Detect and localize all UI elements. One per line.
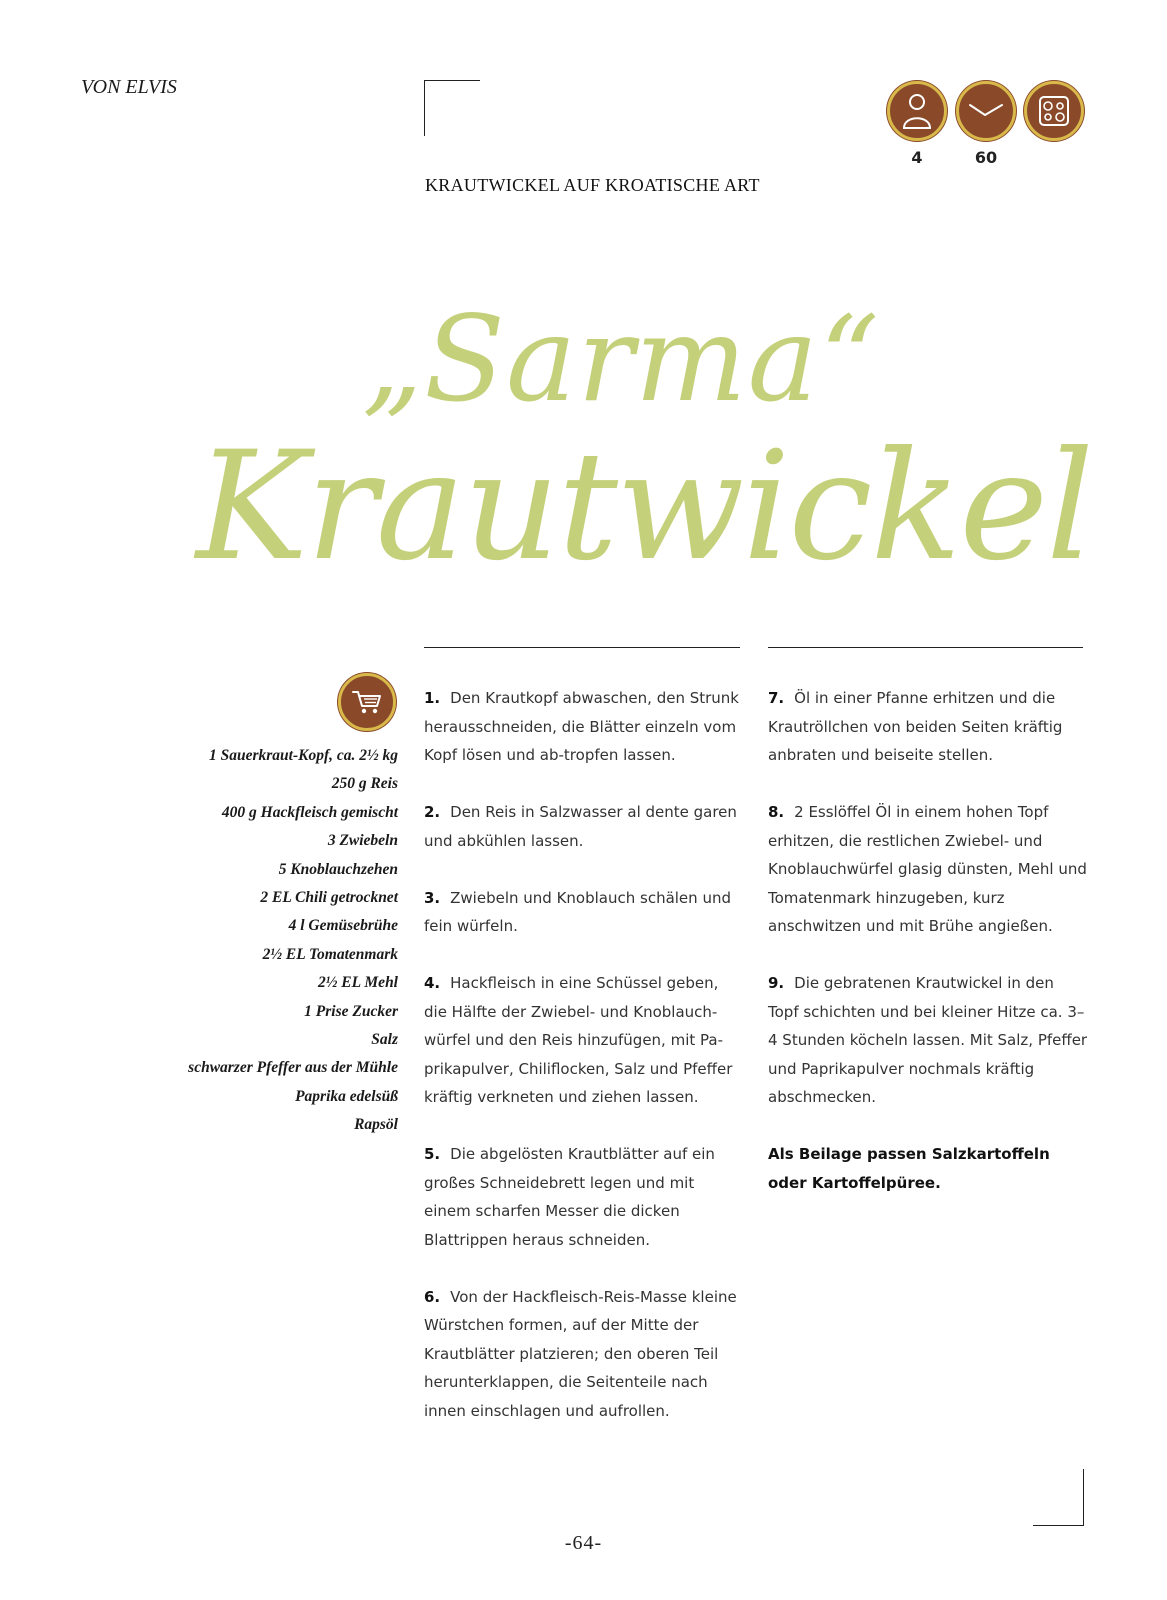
step-5: 5. Die abgelösten Krautblätter auf ein großes Schneidebrett legen und mit einem scharfen Messer die dicken Blattrippen heraus schneiden.: [424, 1145, 715, 1249]
shopping-cart-icon: [351, 688, 383, 716]
steps-column-left: [424, 684, 744, 1454]
column-rule-right: [768, 647, 1083, 648]
clock-icon: [966, 101, 1006, 121]
script-title-sarma: „Sarma“: [362, 290, 881, 428]
step-2: 2. Den Reis in Salzwasser al dente garen und abkühlen lassen.: [424, 803, 737, 850]
ingredient-item: Rapsöl: [354, 1116, 398, 1134]
servings-value: 4: [911, 148, 923, 167]
corner-mark-bottom-right: [1033, 1469, 1084, 1526]
time-badge: [956, 81, 1016, 141]
ingredient-item: Salz: [371, 1031, 398, 1049]
serving-note: Als Beilage passen Salzkartoffeln oder Kartoffelpüree.: [768, 1145, 1050, 1192]
ingredient-item: 2½ EL Tomatenmark: [262, 945, 398, 963]
ingredient-item: 5 Knoblauchzehen: [278, 860, 398, 878]
time-value: 60: [974, 148, 998, 167]
ingredient-item: 4 l Gemüsebrühe: [288, 917, 398, 935]
ingredient-list: [150, 742, 398, 1140]
step-7: 7. Öl in einer Pfanne erhitzen und die Krautröllchen von beiden Seiten kräftig anbraten und beiseite stellen.: [768, 689, 1063, 764]
ingredient-item: Paprika edelsüß: [295, 1087, 398, 1105]
servings-badge: [887, 81, 947, 141]
ingredient-item: 1 Sauerkraut-Kopf, ca. 2½ kg: [208, 747, 398, 764]
author-label: VON ELVIS: [81, 76, 177, 98]
stove-icon: [1038, 95, 1070, 127]
stove-badge: [1024, 81, 1084, 141]
ingredient-item: 1 Prise Zucker: [304, 1002, 398, 1020]
corner-mark-top-left: [424, 80, 480, 136]
step-3: 3. Zwiebeln und Knoblauch schälen und fein würfeln.: [424, 888, 731, 935]
step-4: 4. Hackfleisch in eine Schüssel geben, die Hälfte der Zwiebel- und Knoblauch-würfel und den Reis hinzufügen, mit Pa-prikapulver, Chiliflocken, Salz und Pfeffer kräftig verkneten und ziehen lassen.: [424, 974, 733, 1106]
shopping-badge: [338, 673, 396, 731]
step-1: 1. Den Krautkopf abwaschen, den Strunk herausschneiden, die Blätter einzeln vom Kopf lösen und ab-tropfen lassen.: [424, 689, 739, 764]
step-8: 8. 2 Esslöffel Öl in einem hohen Topf erhitzen, die restlichen Zwiebel- und Knoblauchwürfel glasig dünsten, Mehl und Tomatenmark hinzugeben, kurz anschwitzen und mit Brühe angießen.: [768, 803, 1087, 935]
steps-column-right: [768, 684, 1088, 1226]
person-icon: [900, 91, 934, 131]
ingredient-item: 250 g Reis: [331, 775, 398, 793]
step-9: 9. Die gebratenen Krautwickel in den Topf schichten und bei kleiner Hitze ca. 3–4 Stunden köcheln lassen. Mit Salz, Pfeffer und Paprikapulver nochmals kräftig abschmecken.: [768, 974, 1088, 1106]
ingredient-item: 400 g Hackfleisch gemischt: [221, 803, 398, 821]
ingredient-item: 3 Zwiebeln: [327, 832, 398, 850]
column-rule-left: [424, 647, 740, 648]
ingredient-item: schwarzer Pfeffer aus der Mühle: [188, 1059, 398, 1077]
ingredient-item: 2½ EL Mehl: [318, 974, 398, 992]
step-6: 6. Von der Hackfleisch-Reis-Masse kleine Würstchen formen, auf der Mitte der Krautblätter platzieren; den oberen Teil herunterklappen, die Seitenteile nach innen einschlagen und aufrollen.: [424, 1287, 737, 1420]
page-number: -64-: [564, 1532, 603, 1554]
ingredient-item: 2 EL Chili getrocknet: [260, 889, 398, 907]
script-title-krautwickel: Krautwickel: [196, 420, 1093, 594]
recipe-title: KRAUTWICKEL AUF KROATISCHE ART: [425, 175, 760, 195]
